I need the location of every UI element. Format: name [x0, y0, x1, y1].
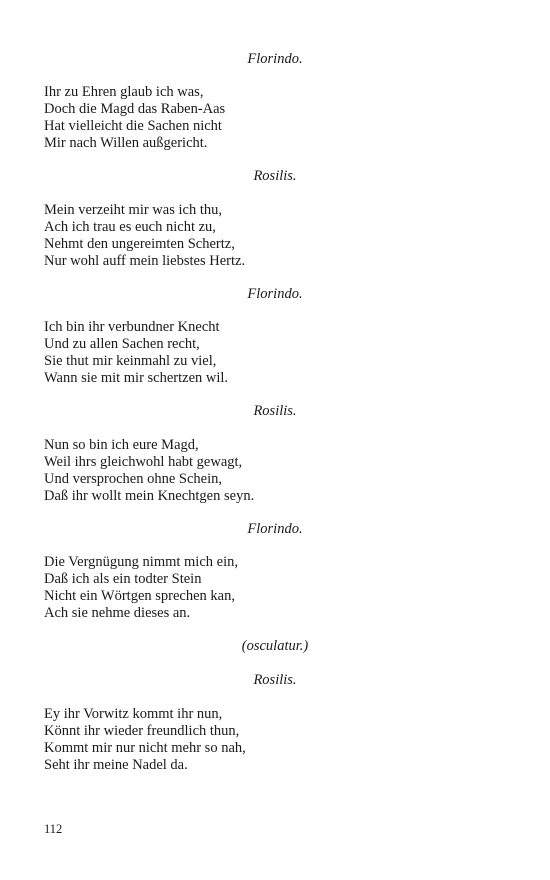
page-number: 112 — [44, 822, 63, 836]
speaker-heading: Rosilis. — [253, 672, 297, 688]
verse-line: Und zu allen Sachen recht, — [44, 336, 200, 352]
verse-line: Daß ihr wollt mein Knechtgen seyn. — [44, 488, 255, 504]
verse-line: Seht ihr meine Nadel da. — [44, 757, 188, 773]
verse-line: Nehmt den ungereimten Schertz, — [44, 236, 235, 252]
stanza — [44, 554, 504, 622]
verse-line: Hat vielleicht die Sachen nicht — [44, 118, 222, 134]
verse-line: Ich bin ihr verbundner Knecht — [44, 319, 220, 335]
verse-line: Ach sie nehme dieses an. — [44, 605, 191, 621]
verse-line: Wann sie mit mir schertzen wil. — [44, 370, 229, 386]
stanza — [44, 437, 504, 505]
verse-line: Die Vergnügung nimmt mich ein, — [44, 554, 238, 570]
verse-line: Nicht ein Wörtgen sprechen kan, — [44, 588, 235, 604]
verse-line: Könnt ihr wieder freundlich thun, — [44, 723, 240, 739]
verse-line: Ach ich trau es euch nicht zu, — [44, 219, 216, 235]
speaker-heading: Florindo. — [247, 286, 303, 302]
verse-line: Mir nach Willen außgericht. — [44, 135, 208, 151]
verse-line: Kommt mir nur nicht mehr so nah, — [44, 740, 246, 756]
verse-line: Doch die Magd das Raben-Aas — [44, 101, 226, 117]
verse-line: Weil ihrs gleichwohl habt gewagt, — [44, 454, 243, 470]
speaker-heading: Florindo. — [247, 521, 303, 537]
stanza — [44, 84, 504, 152]
stage-direction: (osculatur.) — [241, 638, 309, 654]
stanza — [44, 202, 504, 270]
speaker-heading: Florindo. — [247, 51, 303, 67]
verse-line: Ey ihr Vorwitz kommt ihr nun, — [44, 706, 223, 722]
verse-line: Sie thut mir keinmahl zu viel, — [44, 353, 217, 369]
verse-line: Daß ich als ein todter Stein — [44, 571, 202, 587]
stanza — [44, 706, 504, 774]
verse-line: Mein verzeiht mir was ich thu, — [44, 202, 222, 218]
verse-line: Nur wohl auff mein liebstes Hertz. — [44, 253, 246, 269]
verse-line: Ihr zu Ehren glaub ich was, — [44, 84, 204, 100]
stanza — [44, 319, 504, 387]
verse-line: Und versprochen ohne Schein, — [44, 471, 222, 487]
speaker-heading: Rosilis. — [253, 168, 297, 184]
speaker-heading: Rosilis. — [253, 403, 297, 419]
verse-line: Nun so bin ich eure Magd, — [44, 437, 199, 453]
